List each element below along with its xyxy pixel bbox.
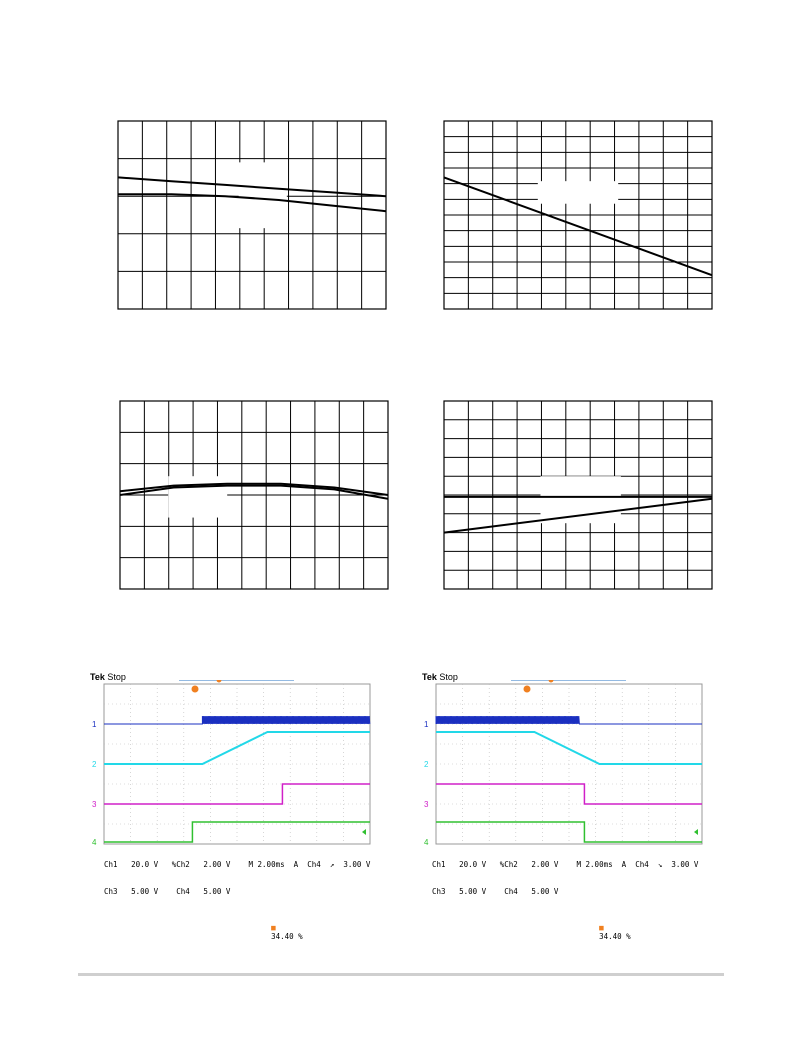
scope-2-screen bbox=[422, 680, 712, 848]
scope-1-status-line2: Ch3 5.00 V Ch4 5.00 V bbox=[104, 887, 231, 896]
scope-1-screen bbox=[90, 680, 380, 848]
scope-2 bbox=[422, 672, 712, 941]
trigger-marker-icon bbox=[524, 686, 531, 693]
trigger-marker-icon bbox=[192, 686, 199, 693]
chart-1 bbox=[117, 120, 387, 310]
scope-1-brand: Tek bbox=[90, 672, 105, 682]
trigger-icon: ■ bbox=[599, 923, 604, 932]
label-area bbox=[168, 476, 227, 517]
channel-2-marker: 2 bbox=[92, 760, 97, 769]
channel-3-marker: 3 bbox=[424, 800, 429, 809]
scope-2-brand: Tek bbox=[422, 672, 437, 682]
scope-1-status bbox=[104, 842, 370, 968]
scope-2-status-line1: Ch1 20.0 V %Ch2 2.00 V M 2.00ms A Ch4 ↘ 3.00 V bbox=[432, 860, 699, 869]
scope-2-trigger-pct: ■ 34.40 % bbox=[599, 923, 631, 941]
trigger-icon: ■ bbox=[271, 923, 276, 932]
grid bbox=[444, 121, 712, 309]
grid bbox=[120, 401, 388, 589]
label-area bbox=[239, 162, 287, 228]
chart-3 bbox=[119, 400, 389, 590]
scope-1-trigger-pct: ■ 34.40 % bbox=[271, 923, 303, 941]
scope-1-state: Stop bbox=[107, 672, 126, 682]
chart-4 bbox=[443, 400, 713, 590]
channel-1-marker: 1 bbox=[424, 720, 429, 729]
channel-4-marker: 4 bbox=[92, 838, 97, 847]
chart-2 bbox=[443, 120, 713, 310]
trigger-position-icon bbox=[217, 680, 222, 683]
label-area bbox=[538, 181, 618, 204]
scope-2-status-line2: Ch3 5.00 V Ch4 5.00 V bbox=[432, 887, 559, 896]
scope-1-status-line1: Ch1 20.0 V %Ch2 2.00 V M 2.00ms A Ch4 ↗ 3.00 V bbox=[104, 860, 371, 869]
scope-1 bbox=[90, 672, 380, 941]
channel-2-marker: 2 bbox=[424, 760, 429, 769]
scope-2-state: Stop bbox=[439, 672, 458, 682]
channel-3-marker: 3 bbox=[92, 800, 97, 809]
channel-4-marker: 4 bbox=[424, 838, 429, 847]
trigger-position-icon bbox=[549, 680, 554, 683]
channel-1-marker: 1 bbox=[92, 720, 97, 729]
scope-2-status bbox=[432, 842, 698, 968]
footer-rule bbox=[78, 973, 724, 976]
